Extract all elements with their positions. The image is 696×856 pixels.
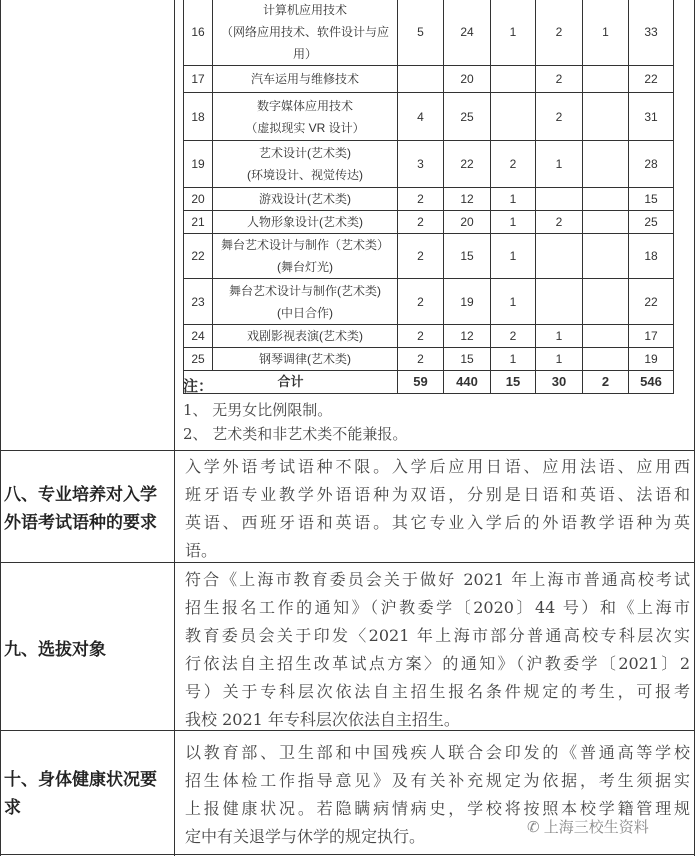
label-line: 求 xyxy=(4,798,21,818)
quota-cell xyxy=(583,93,629,141)
major-name-line: 戏剧影视表演(艺术类) xyxy=(247,329,363,343)
major-name-line: (环境设计、视觉传达) xyxy=(247,168,363,182)
major-name-line: 计算机应用技术 xyxy=(262,3,347,17)
major-name xyxy=(213,348,398,371)
outer-border-left xyxy=(0,0,1,856)
enrollment-table xyxy=(183,0,674,394)
wechat-icon: ✆ xyxy=(527,819,544,836)
major-name-line: 舞台艺术设计与制作(艺术类) xyxy=(229,283,381,298)
quota-cell: 1 xyxy=(536,325,583,348)
label-line: 八、专业培养对入学 xyxy=(4,485,157,505)
quota-cell: 20 xyxy=(444,211,491,234)
quota-cell: 25 xyxy=(444,93,491,141)
major-name-line: 汽车运用与维修技术 xyxy=(250,72,359,86)
watermark xyxy=(527,816,649,837)
total-cell: 59 xyxy=(398,371,444,394)
quota-cell xyxy=(398,66,444,93)
quota-cell: 33 xyxy=(629,0,674,66)
quota-cell xyxy=(583,141,629,188)
quota-cell: 22 xyxy=(629,66,674,93)
quota-cell: 2 xyxy=(491,325,536,348)
row-number: 16 xyxy=(184,0,213,66)
quota-cell: 15 xyxy=(629,188,674,211)
quota-cell xyxy=(583,279,629,325)
quota-cell xyxy=(583,325,629,348)
row-divider xyxy=(0,450,695,451)
row-number: 17 xyxy=(184,66,213,93)
major-name-line: (舞台灯光) xyxy=(277,260,333,274)
total-cell: 15 xyxy=(491,371,536,394)
quota-cell: 28 xyxy=(629,141,674,188)
text-line: 招生报名工作的通知》（沪教委学〔2020〕44 号）和《上海市 xyxy=(185,598,690,617)
major-name-line: （网络应用技术、软件设计与应用） xyxy=(220,25,389,61)
quota-cell: 17 xyxy=(629,325,674,348)
quota-cell xyxy=(536,234,583,279)
total-cell: 30 xyxy=(536,371,583,394)
major-name-line: (中日合作) xyxy=(277,305,333,320)
note-item: 2、 艺术类和非艺术类不能兼报。 xyxy=(183,425,408,443)
row-number: 18 xyxy=(184,93,213,141)
table-row xyxy=(184,66,674,93)
table-row xyxy=(184,188,674,211)
table-row xyxy=(184,234,674,279)
major-name xyxy=(213,93,398,141)
major-name-line: 钢琴调律(艺术类) xyxy=(259,352,351,366)
quota-cell: 2 xyxy=(536,0,583,66)
major-name xyxy=(213,234,398,279)
table-row xyxy=(184,0,674,66)
quota-cell: 18 xyxy=(629,234,674,279)
outer-border-right xyxy=(694,0,695,856)
major-name-line: （虚拟现实 VR 设计） xyxy=(245,120,365,135)
table-row xyxy=(184,141,674,188)
total-cell: 440 xyxy=(444,371,491,394)
table-row xyxy=(184,325,674,348)
text-line: 教育委员会关于印发〈2021 年上海市部分普通高校专科层次实 xyxy=(185,626,690,645)
text-line: 上报健康状况。若隐瞒病情病史，学校将按照本校学籍管理规 xyxy=(185,799,690,818)
quota-cell xyxy=(491,93,536,141)
quota-cell: 12 xyxy=(444,325,491,348)
notes xyxy=(183,374,407,446)
quota-cell: 1 xyxy=(491,211,536,234)
row-divider xyxy=(0,854,695,855)
watermark-text: 上海三校生资料 xyxy=(543,819,649,836)
major-name xyxy=(213,0,398,66)
text-line: 语。 xyxy=(185,541,218,560)
quota-cell: 2 xyxy=(536,211,583,234)
table-row xyxy=(184,279,674,325)
quota-cell: 1 xyxy=(491,279,536,325)
quota-cell: 2 xyxy=(398,279,444,325)
table-row xyxy=(184,93,674,141)
major-name-line: 游戏设计(艺术类) xyxy=(259,192,351,206)
major-name xyxy=(213,141,398,188)
section-8-label xyxy=(4,481,176,537)
total-label: 合计 xyxy=(184,371,398,394)
text-line: 符合《上海市教育委员会关于做好 2021 年上海市普通高校考试 xyxy=(185,570,690,589)
row-number: 21 xyxy=(184,211,213,234)
text-line: 招生体检工作指导意见》及有关补充规定为依据，考生须据实 xyxy=(185,771,690,790)
quota-cell: 31 xyxy=(629,93,674,141)
label-line: 外语考试语种的要求 xyxy=(4,513,157,533)
quota-cell: 1 xyxy=(491,234,536,279)
quota-cell: 3 xyxy=(398,141,444,188)
section-9-text xyxy=(185,566,690,734)
row-number: 19 xyxy=(184,141,213,188)
major-name xyxy=(213,211,398,234)
quota-cell: 19 xyxy=(444,279,491,325)
major-name xyxy=(213,325,398,348)
quota-cell xyxy=(536,279,583,325)
section-8-text xyxy=(185,453,690,565)
major-name xyxy=(213,279,398,325)
quota-cell: 1 xyxy=(491,0,536,66)
quota-cell xyxy=(536,188,583,211)
major-name xyxy=(213,66,398,93)
major-name xyxy=(213,188,398,211)
quota-cell: 15 xyxy=(444,234,491,279)
text-line: 定中有关退学与休学的规定执行。 xyxy=(185,827,426,846)
quota-cell: 5 xyxy=(398,0,444,66)
text-line: 英语、西班牙语和英语。其它专业入学后的外语教学语种为英 xyxy=(185,513,690,532)
quota-cell xyxy=(583,234,629,279)
quota-cell: 19 xyxy=(629,348,674,371)
quota-cell xyxy=(583,66,629,93)
total-cell: 546 xyxy=(629,371,674,394)
quota-cell: 2 xyxy=(398,188,444,211)
quota-cell: 2 xyxy=(536,93,583,141)
row-number: 22 xyxy=(184,234,213,279)
quota-cell: 2 xyxy=(536,66,583,93)
text-line: 行依法自主招生改革试点方案〉的通知》（沪教委学〔2021〕2 xyxy=(185,654,690,673)
note-item: 1、 无男女比例限制。 xyxy=(183,401,333,419)
quota-cell: 12 xyxy=(444,188,491,211)
table-row xyxy=(184,348,674,371)
quota-cell: 24 xyxy=(444,0,491,66)
text-line: 班牙语专业教学外语语种为双语，分别是日语和英语、法语和 xyxy=(185,485,690,504)
quota-cell xyxy=(583,211,629,234)
quota-cell: 1 xyxy=(491,348,536,371)
quota-cell: 4 xyxy=(398,93,444,141)
quota-cell xyxy=(583,348,629,371)
quota-cell: 2 xyxy=(398,211,444,234)
quota-cell xyxy=(583,188,629,211)
text-line: 号）关于专科层次依法自主招生报名条件规定的考生，可报考 xyxy=(185,682,690,701)
quota-cell: 15 xyxy=(444,348,491,371)
text-line: 以教育部、卫生部和中国残疾人联合会印发的《普通高等学校 xyxy=(185,743,690,762)
section-9-label xyxy=(4,636,176,664)
quota-cell: 1 xyxy=(491,188,536,211)
quota-cell: 22 xyxy=(444,141,491,188)
quota-cell xyxy=(491,66,536,93)
quota-cell: 1 xyxy=(583,0,629,66)
text-line: 我校 2021 年专科层次依法自主招生。 xyxy=(185,710,460,729)
outer-column-divider xyxy=(174,0,175,856)
quota-cell: 20 xyxy=(444,66,491,93)
row-number: 23 xyxy=(184,279,213,325)
text-line: 入学外语考试语种不限。入学后应用日语、应用法语、应用西 xyxy=(185,457,690,476)
quota-cell: 22 xyxy=(629,279,674,325)
row-number: 24 xyxy=(184,325,213,348)
quota-cell: 2 xyxy=(398,348,444,371)
major-name-line: 舞台艺术设计与制作（艺术类） xyxy=(220,238,389,252)
row-number: 20 xyxy=(184,188,213,211)
major-name-line: 人物形象设计(艺术类) xyxy=(247,215,363,229)
row-number: 25 xyxy=(184,348,213,371)
quota-cell: 1 xyxy=(536,141,583,188)
notes-title: 注： xyxy=(183,377,214,395)
total-cell: 2 xyxy=(583,371,629,394)
quota-cell: 1 xyxy=(536,348,583,371)
major-name-line: 艺术设计(艺术类) xyxy=(259,146,351,160)
quota-cell: 25 xyxy=(629,211,674,234)
major-name-line: 数字媒体应用技术 xyxy=(256,98,353,113)
quota-cell: 2 xyxy=(398,325,444,348)
label-line: 十、身体健康状况要 xyxy=(4,770,157,790)
section-10-label xyxy=(4,766,176,822)
quota-cell: 2 xyxy=(398,234,444,279)
quota-cell: 2 xyxy=(491,141,536,188)
table-row xyxy=(184,211,674,234)
label-line: 九、选拔对象 xyxy=(4,640,106,660)
